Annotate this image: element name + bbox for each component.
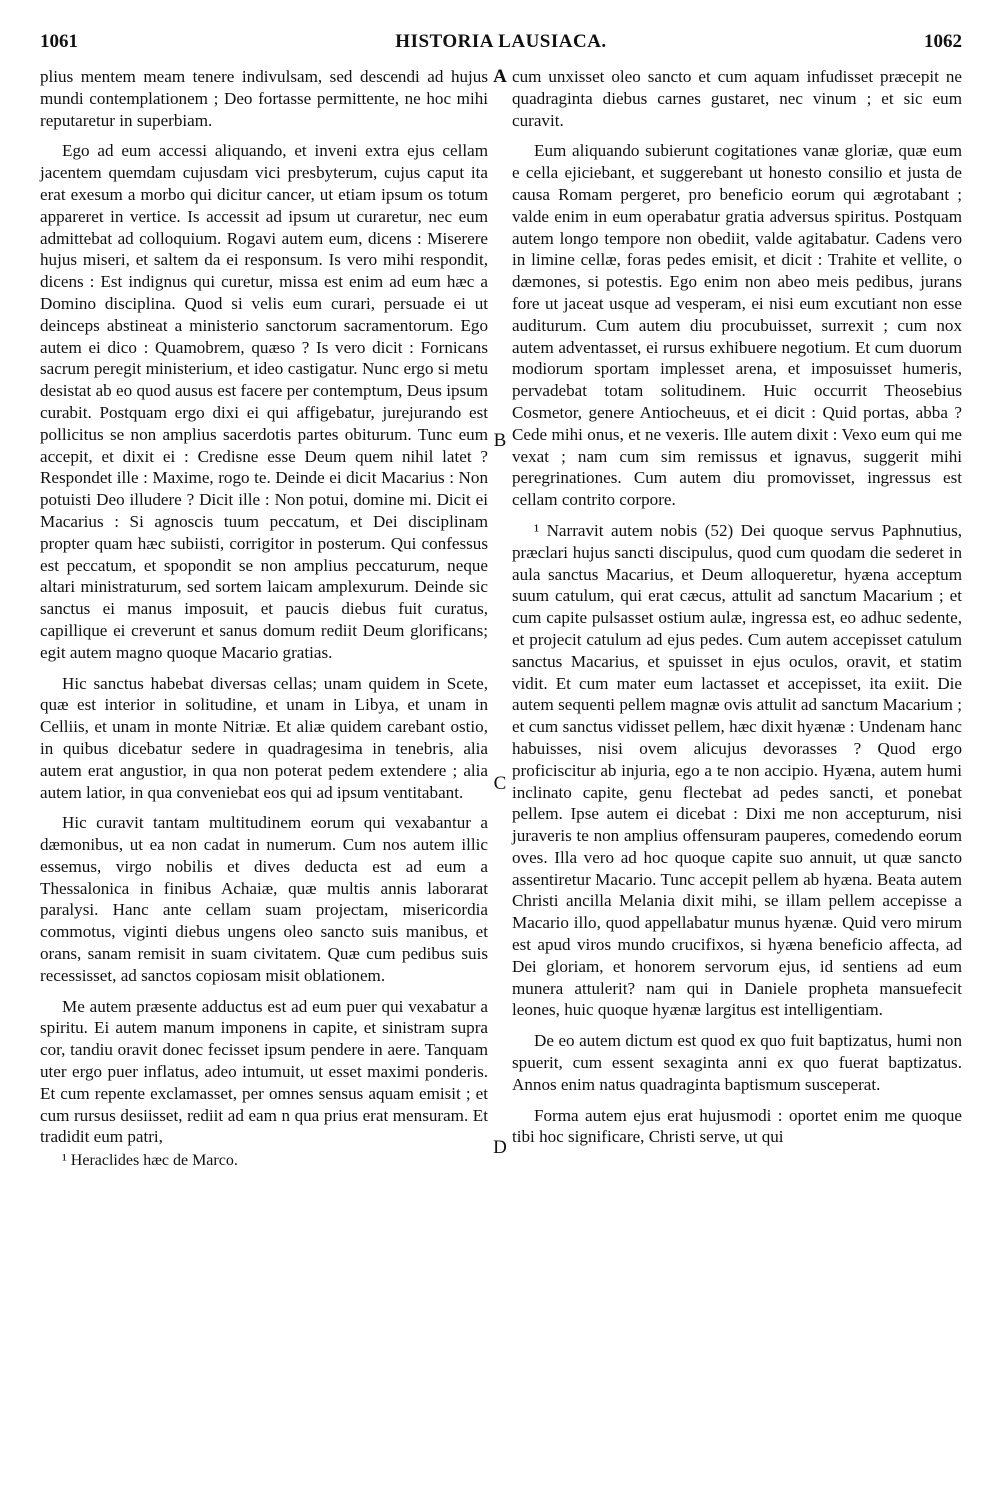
page-number-right: 1062 [924,31,962,52]
section-marker-d: D [493,1137,507,1158]
running-header [40,31,962,59]
section-marker-b: B [493,430,507,451]
section-marker-a: A [493,66,507,87]
left-paragraph-5: Me autem præsente adductus est ad eum puer qui vexabatur a spiritu. Ei autem manum imponens in capite, et sinistram supra cor, tandiu oravit donec fecisset ipsum pendere in aere. Tanquam uter ergo puer inflatus, adeo intumuit, ut esset maximi ponderis. Et cum repente exclamasset, per omnes sensus aquam emisit ; et cum rursus desiisset, rediit ad eam n qua prius erat mensuram. Et tradidit eum patri, [40,996,488,1147]
left-paragraph-4: Hic curavit tantam multitudinem eorum qui vexabantur a dæmonibus, ut ea non cadat in numerum. Cum nos autem illic essemus, virgo nobilis et dives deducta est ad eum a Thessalonica in finibus Achaiæ, quæ multis annis laborarat paralysi. Hanc ante cellam suam projectam, misericordia commotus, viginti diebus ungens oleo sancto suis manibus, et orans, sanam remisit in suam civitatem. Quæ cum pedibus suis recessisset, ad sanctos copiosam misit oblationem. [40,813,488,985]
right-column [512,66,962,1148]
left-footnote: ¹ Heraclides hæc de Marco. [62,1152,238,1170]
left-paragraph-1: plius mentem meam tenere indivulsam, sed descendi ad hujus mundi contemplationem ; Deo fortasse permittente, ne hoc mihi reputaretur in superbiam. [40,67,488,130]
section-marker-c: C [493,773,507,794]
right-paragraph-2: Eum aliquando subierunt cogitationes vanæ gloriæ, quæ eum e cella ejiciebant, et suggerebant ut honesto consilio et justa de causa Romam pergeret, pro beneficio eorum qui ægrotabant ; valde enim in eum operabatur gratia adversus spiritus. Postquam autem longo tempore non obediit, valde agitabatur. Cadens vero in limine cellæ, foras pedes emisit, et dicit : Trahite et vellite, o dæmones, si potestis. Ego enim non abeo meis pedibus, jurans fore ut jaceat usque ad vesperam, ei nisi eum excutiant non esse auditurum. Cum autem diu procubuisset, surrexit ; cum nox autem adventasset, ei rursus exhibuere negotium. Et cum duorum modiorum sportam implesset arena, et imposuisset humeris, pervadebat totam solitudinem. Huic occurrit Theosebius Cosmetor, genere Antiocheuus, et ei dicit : Quid portas, abba ? Cede mihi onus, et ne vexeris. Ille autem dixit : Vexo eum qui me vexat ; nam cum sim remissus et ignavus, suggerit mihi peregrinationes. Cum autem diu promovisset, ingressus est cellam contrito corpore. [512,141,962,510]
right-paragraph-3: ¹ Narravit autem nobis (52) Dei quoque servus Paphnutius, præclari hujus sancti discipulus, quod cum quodam die sederet in aula sanctus Macarius, et Deum alloqueretur, hyæna acceptum suum catulum, qui erat cæcus, attulit ad sanctum Macarium ; et cum capite pulsasset ostium aulæ, ingressa est, eo adhuc sedente, et projecit catulum ad ejus pedes. Cum autem accepisset catulum sanctus Macarius, et spuisset in ejus oculos, oravit, et statim vidit. Et cum mater eum lactasset et accepisset, ita exiit. Die autem sequenti pellem magnæ ovis attulit ad sanctum Macarium ; et cum sanctus vidisset pellem, hæc dixit hyænæ : Undenam hanc habuisses, nisi ovem alicujus devorasses ? Quod ergo proficiscitur ab injuria, ego a te non accipio. Hyæna, autem humi inclinato capite, genu flectebat ad pedes sancti, et ponebat pellem. Ipse autem ei dicebat : Dixi me non accepturum, nisi juraveris te non amplius offensuram pauperes, comedendo eorum oves. Illa vero ad hoc quoque capite suo annuit, ut quæ sancto assentiretur Macario. Tunc accepit pellem ab hyæna. Beata autem Christi ancilla Melania dixit mihi, se illam pellem accepisse a Macario illo, quod appellabatur munus hyænæ. Quid vero mirum est apud viros mundo crucifixos, si hyæna beneficio affecta, ad Dei gloriam, et honorem servorum ejus, id sentiens ad eum munera attulerit? nam qui in Daniele propheta mansuefecit leones, huic quoque hyænæ largitus est intelligentiam. [512,520,962,1020]
right-paragraph-5: Forma autem ejus erat hujusmodi : oportet enim me quoque tibi hoc significare, Christi serve, ut qui [512,1105,962,1147]
left-paragraph-3: Hic sanctus habebat diversas cellas; unam quidem in Scete, quæ est interior in solitudine, et unam in Libya, et unam in Celliis, et unam in monte Nitriæ. Et aliæ quidem carebant ostio, in quibus dicebatur sedere in quadragesima in tenebris, alia autem erat angustior, in qua non poterat pedem extendere ; alia autem latior, in qua conveniebat eos qui ad ipsum ventitabant. [40,673,488,802]
left-column [40,66,488,1172]
running-title: HISTORIA LAUSIACA. [395,31,607,52]
right-paragraph-4: De eo autem dictum est quod ex quo fuit baptizatus, humi non spuerit, cum essent sexaginta anni ex quo fuerat baptizatus. Annos enim natus quadraginta baptismum susceperat. [512,1031,962,1094]
right-paragraph-1: cum unxisset oleo sancto et cum aquam infudisset præcepit ne quadraginta diebus carnes gustaret, nec vinum ; et sic eum curavit. [512,67,962,130]
page-number-left: 1061 [40,31,78,52]
left-paragraph-2: Ego ad eum accessi aliquando, et inveni extra ejus cellam jacentem quemdam cujusdam vici presbyterum, cujus caput ita erat exesum a morbo qui dicitur cancer, ut etiam ipsum os totum appareret in vertice. Is accessit ad ipsum ut curaretur, nec eum admittebat ad colloquium. Rogavi autem eum, dicens : Miserere hujus miseri, et saltem da ei responsum. Is vero mihi respondit, dicens : Est indignus qui curetur, missa est enim ad eum hæc a Domino disciplina. Quod si velis eum curari, persuade ei ut deinceps abstineat a ministerio sanctorum sacramentorum. Ego autem ei dico : Quamobrem, quæso ? Is vero dicit : Fornicans sacrum peregit ministerium, et ideo castigatur. Nunc ergo si metu desistat ab eo quod ausus est facere per contemptum, Deus ipsum curabit. Postquam ergo dixi ei qui affigebatur, jurejurando est pollicitus se non amplius sacerdotis partes obiturum. Tunc eum accepit, et dixit ei : Credisne esse Deum quem nihil latet ? Respondet ille : Maxime, rogo te. Deinde ei dicit Macarius : Non potuisti Deo illudere ? Dicit ille : Non potui, domine mi. Dicit ei Macarius : Si agnoscis tuum peccatum, et Dei disciplinam propter quam hæc subiisti, corrigitor in posterum. Qui confessus est peccatum, et spopondit se non amplius peccaturum, neque altari ministraturum, sed sortem laicam amplexurum. Deinde sic sanctus ei manus imposuit, et paucis diebus fuit curatus, capillique ei creverunt et sanus domum rediit Deum glorificans; egit autem magno quoque Macario gratias. [40,141,488,662]
